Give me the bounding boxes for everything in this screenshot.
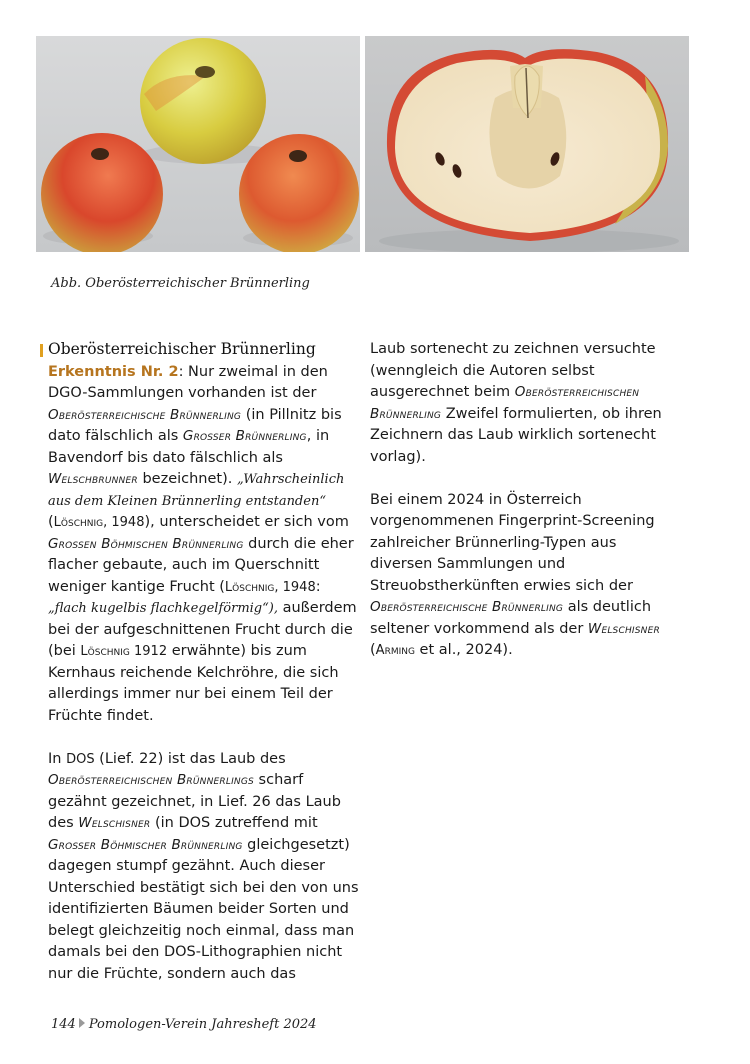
paragraph-3 <box>370 339 682 468</box>
text-run: ), unterscheidet er sich vom <box>144 514 349 530</box>
abbreviation: DOS <box>66 751 95 767</box>
variety-name: Oberösterreichische Brünnerling <box>370 599 564 615</box>
paragraph-4 <box>370 490 682 662</box>
text-run: ( <box>370 642 376 658</box>
figure-caption: Abb. Oberösterreichischer Brünnerling <box>51 276 310 291</box>
page-footer <box>51 1017 317 1032</box>
quotation: „flach kugelbis flachkegelförmig“), <box>48 601 278 616</box>
citation: Löschnig 1912 <box>80 644 168 659</box>
three-whole-apples-photo <box>36 36 360 252</box>
variety-name: Welschisner <box>587 620 660 637</box>
text-run: Laub sortenecht zu zeichnen versuchte (wenngleich die Autoren selbst ausgerechnet beim <box>370 341 656 400</box>
variety-name: Welschisner <box>78 815 151 831</box>
triangle-separator-icon <box>79 1018 85 1028</box>
variety-name: Welschbrunner <box>48 471 138 487</box>
text-run: Zweifel formulierten, ob ihren Zeichnern das Laub wirklich sortenecht vorlag). <box>370 405 662 465</box>
text-run: (in DOS zutreffend mit <box>150 815 318 831</box>
text-run: : <box>315 578 321 595</box>
text-column-left <box>48 339 360 985</box>
text-run: (Lief. 22) ist das Laub des <box>94 750 286 767</box>
text-run: außerdem bei der aufgeschnittenen Frucht durch die (bei <box>48 600 357 659</box>
text-run: als deutlich seltener vorkommend als der <box>370 599 652 637</box>
text-run: bezeichnet). <box>137 471 237 487</box>
variety-name: Grosser Brünnerling <box>182 428 307 444</box>
text-run: et al., 2024). <box>414 642 513 658</box>
variety-name: Grossen Böhmischen Brünnerling <box>48 535 244 552</box>
publication-name: Pomologen-Verein Jahresheft 2024 <box>88 1017 317 1032</box>
text-run: In <box>48 750 67 767</box>
text-run: : Nur zweimal in den DGO-Sammlungen vorhanden ist der <box>48 363 328 401</box>
text-run: ( <box>48 514 54 530</box>
quotation: „Wahrscheinlich aus dem Kleinen Brünnerling entstanden“ <box>48 472 345 509</box>
variety-name: Oberösterreichische Brünnerling <box>48 406 242 423</box>
paragraph-2 <box>48 749 360 986</box>
citation: Arming <box>375 643 415 658</box>
variety-name: Grosser Böhmischer Brünnerling <box>48 836 243 853</box>
text-run: , in Bavendorf bis dato fälschlich als <box>48 428 330 466</box>
article-title: Oberösterreichischer Brünnerling <box>48 340 316 358</box>
heading-marker-bar <box>40 344 43 357</box>
text-run: erwähnte) bis zum Kernhaus reichende Kelchröhre, die sich allerdings immer nur bei einem Teil der Früchte findet. <box>48 643 339 724</box>
text-run: (in Pillnitz bis dato fälschlich als <box>48 406 342 444</box>
apple-cross-section-photo <box>365 36 689 252</box>
text-run: Bei einem 2024 in Österreich vorgenommenen Fingerprint-Screening zahlreicher Brünnerling-Typen aus diversen Sammlungen und Streuobstherkünften erwies sich der <box>370 491 655 594</box>
citation: Löschnig, 1948 <box>53 515 145 530</box>
paragraph-1 <box>48 362 360 728</box>
text-run: gleichgesetzt) dagegen stumpf gezähnt. Auch dieser Unterschied bestätigt sich bei den von uns identifizierten Bäumen beider Sorten und belegt gleichzeitig noch einmal, dass man damals bei den DOS-Lithographien nicht nur die Früchte, sondern auch das <box>48 836 359 982</box>
variety-name: Oberösterreichischen Brünnerlings <box>48 772 254 788</box>
text-column-right <box>370 339 682 662</box>
citation: Löschnig, 1948 <box>224 579 316 595</box>
text-run: durch die eher flacher gebaute, auch im Querschnitt weniger kantige Frucht ( <box>48 535 354 595</box>
variety-name: Oberösterreichischen Brünnerling <box>370 384 640 422</box>
text-run: scharf gezähnt gezeichnet, in Lief. 26 das Laub des <box>48 772 341 831</box>
page-number: 144 <box>51 1017 76 1032</box>
finding-label: Erkenntnis Nr. 2 <box>48 363 179 380</box>
section-heading <box>48 339 360 362</box>
